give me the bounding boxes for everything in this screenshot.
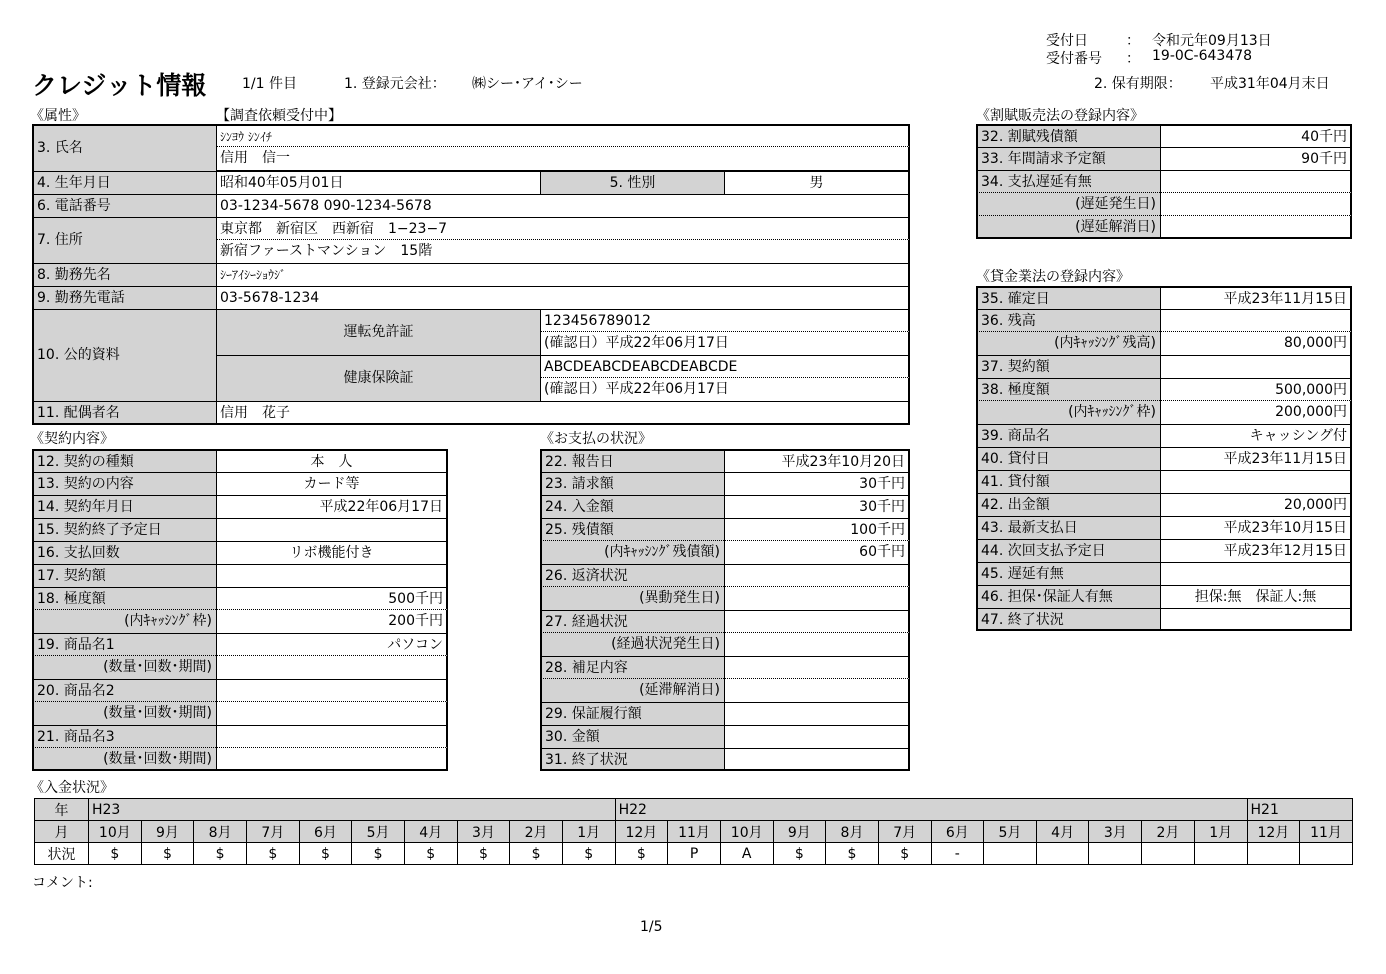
row-value — [216, 564, 448, 587]
year-cell: H23 — [89, 799, 616, 821]
birth-value: 昭和40年05月01日 — [216, 171, 540, 194]
month-cell: 5月 — [352, 821, 405, 843]
row-label: (内ｷｬｯｼﾝｸﾞ残債額) — [540, 541, 724, 564]
deposit-month-row — [35, 821, 1353, 843]
row-label: (遅延解消日) — [976, 216, 1160, 239]
row-label: 34. 支払遅延有無 — [976, 170, 1160, 193]
record-count: 1/1 件目 — [242, 76, 297, 92]
row-value — [724, 702, 910, 725]
month-cell: 4月 — [404, 821, 457, 843]
row-value: 500千円 — [216, 587, 448, 610]
row-label: 30. 金額 — [540, 725, 724, 748]
status-cell: - — [931, 843, 984, 865]
received-date-sep: ： — [1126, 33, 1140, 49]
row-value — [724, 633, 910, 656]
doc2-label: 健康保険証 — [216, 355, 540, 401]
row-label: 16. 支払回数 — [32, 541, 216, 564]
birth-label: 4. 生年月日 — [32, 171, 216, 194]
doc2-value: ABCDEABCDEABCDEABCDE — [540, 355, 910, 378]
row-value — [216, 702, 448, 725]
attributes-section-title: 《属性》 — [30, 108, 86, 124]
status-header: 状況 — [35, 843, 89, 865]
row-label: 14. 契約年月日 — [32, 495, 216, 518]
month-cell: 1月 — [1194, 821, 1247, 843]
row-label: (経過状況発生日) — [540, 633, 724, 656]
installment-section-title: 《割賦販売法の登録内容》 — [976, 108, 1144, 124]
sex-label: 5. 性別 — [540, 171, 724, 194]
contract-section-title: 《契約内容》 — [30, 431, 114, 447]
received-date-value: 令和元年09月13日 — [1152, 33, 1272, 49]
row-value: 20,000円 — [1160, 493, 1352, 516]
lending-section-title: 《貸金業法の登録内容》 — [976, 269, 1130, 285]
month-cell: 2月 — [1142, 821, 1195, 843]
row-label: 36. 残高 — [976, 309, 1160, 332]
row-value — [216, 518, 448, 541]
row-label: 19. 商品名1 — [32, 633, 216, 656]
row-value: 60千円 — [724, 541, 910, 564]
sex-value: 男 — [724, 171, 910, 194]
employer-value: ｼｰｱｲｼｰｼｮｳｼﾞ — [216, 263, 910, 286]
received-no-value: 19-0C-643478 — [1152, 48, 1253, 64]
registrant-value: ㈱シー･アイ･シー — [472, 76, 583, 92]
name-kanji: 信用 信一 — [216, 147, 910, 171]
row-value: リボ機能付き — [216, 541, 448, 564]
doc1-value: 123456789012 — [540, 309, 910, 332]
status-cell: $ — [246, 843, 299, 865]
row-value — [216, 656, 448, 679]
month-cell: 4月 — [1036, 821, 1089, 843]
row-label: 17. 契約額 — [32, 564, 216, 587]
comment-label: コメント: — [32, 875, 93, 891]
status-cell: $ — [404, 843, 457, 865]
row-label: 33. 年間請求予定額 — [976, 147, 1160, 170]
row-value — [724, 725, 910, 748]
row-label: 43. 最新支払日 — [976, 516, 1160, 539]
page-title: クレジット情報 — [32, 71, 207, 100]
status-cell — [1247, 843, 1300, 865]
row-label: 21. 商品名3 — [32, 725, 216, 748]
month-cell: 10月 — [89, 821, 142, 843]
page-number: 1/5 — [640, 919, 663, 935]
status-cell: $ — [826, 843, 879, 865]
deposit-section-title: 《入金状況》 — [30, 780, 114, 796]
status-cell — [1036, 843, 1089, 865]
month-cell: 5月 — [984, 821, 1037, 843]
row-label: 15. 契約終了予定日 — [32, 518, 216, 541]
row-label: 12. 契約の種類 — [32, 449, 216, 472]
status-cell — [1142, 843, 1195, 865]
row-label: 20. 商品名2 — [32, 679, 216, 702]
row-value — [724, 748, 910, 771]
row-label: (内ｷｬｯｼﾝｸﾞ残高) — [976, 332, 1160, 355]
status-cell: P — [668, 843, 721, 865]
month-header: 月 — [35, 821, 89, 843]
month-cell: 9月 — [773, 821, 826, 843]
doc1-label: 運転免許証 — [216, 309, 540, 355]
payment-section-title: 《お支払の状況》 — [540, 431, 652, 447]
row-label: (数量･回数･期間) — [32, 656, 216, 679]
row-label: (数量･回数･期間) — [32, 702, 216, 725]
row-label: 41. 貸付額 — [976, 470, 1160, 493]
row-label: 18. 極度額 — [32, 587, 216, 610]
row-value: カード等 — [216, 472, 448, 495]
row-value: 本 人 — [216, 449, 448, 472]
status-cell: $ — [89, 843, 142, 865]
month-cell: 8月 — [194, 821, 247, 843]
row-label: 35. 確定日 — [976, 286, 1160, 309]
row-label: 44. 次回支払予定日 — [976, 539, 1160, 562]
row-value: 200千円 — [216, 610, 448, 633]
status-cell: $ — [299, 843, 352, 865]
row-value: 平成23年10月15日 — [1160, 516, 1352, 539]
retention-label: 2. 保有期限： — [1094, 76, 1182, 92]
row-label: 40. 貸付日 — [976, 447, 1160, 470]
row-label: 45. 遅延有無 — [976, 562, 1160, 585]
row-value — [1160, 309, 1352, 332]
month-cell: 8月 — [826, 821, 879, 843]
row-value — [1160, 355, 1352, 378]
year-cell: H21 — [1247, 799, 1352, 821]
deposit-table — [34, 798, 1353, 865]
phone-value: 03-1234-5678 090-1234-5678 — [216, 194, 910, 217]
address-label: 7. 住所 — [32, 217, 216, 263]
status-cell — [984, 843, 1037, 865]
month-cell: 2月 — [510, 821, 563, 843]
row-label: (内ｷｬｯｼﾝｸﾞ枠) — [976, 401, 1160, 424]
row-label: 25. 残債額 — [540, 518, 724, 541]
row-value — [1160, 562, 1352, 585]
status-cell: $ — [773, 843, 826, 865]
row-label: 38. 極度額 — [976, 378, 1160, 401]
doc1-confirm: (確認日）平成22年06月17日 — [540, 332, 910, 355]
row-value: 500,000円 — [1160, 378, 1352, 401]
registrant-label: 1. 登録元会社： — [344, 76, 446, 92]
row-value — [724, 610, 910, 633]
name-kana: ｼﾝﾖｳ ｼﾝｲﾁ — [216, 124, 910, 147]
row-label: (遅延発生日) — [976, 193, 1160, 216]
row-value — [1160, 470, 1352, 493]
row-value — [724, 656, 910, 679]
row-label: 47. 終了状況 — [976, 608, 1160, 631]
name-label: 3. 氏名 — [32, 124, 216, 171]
doc2-confirm: (確認日）平成22年06月17日 — [540, 378, 910, 401]
spouse-value: 信用 花子 — [216, 401, 910, 425]
phone-label: 6. 電話番号 — [32, 194, 216, 217]
status-cell: A — [720, 843, 773, 865]
row-value — [1160, 608, 1352, 631]
month-cell: 7月 — [878, 821, 931, 843]
row-value: 平成23年12月15日 — [1160, 539, 1352, 562]
status-cell: $ — [352, 843, 405, 865]
row-label: 31. 終了状況 — [540, 748, 724, 771]
row-label: 42. 出金額 — [976, 493, 1160, 516]
month-cell: 1月 — [562, 821, 615, 843]
row-label: 13. 契約の内容 — [32, 472, 216, 495]
deposit-year-row — [35, 799, 1353, 821]
received-date-label: 受付日 — [1046, 33, 1088, 49]
month-cell: 7月 — [246, 821, 299, 843]
status-cell — [1300, 843, 1353, 865]
row-label: 32. 割賦残債額 — [976, 124, 1160, 147]
month-cell: 6月 — [931, 821, 984, 843]
year-header: 年 — [35, 799, 89, 821]
row-label: (延滞解消日) — [540, 679, 724, 702]
row-value — [216, 725, 448, 748]
month-cell: 10月 — [720, 821, 773, 843]
row-label: 46. 担保･保証人有無 — [976, 585, 1160, 608]
row-value: 平成23年11月15日 — [1160, 447, 1352, 470]
row-value: キャッシング付 — [1160, 424, 1352, 447]
status-cell: $ — [878, 843, 931, 865]
status-cell: $ — [141, 843, 194, 865]
investigation-status: 【調査依頼受付中】 — [216, 108, 342, 124]
row-value — [724, 564, 910, 587]
month-cell: 11月 — [1300, 821, 1353, 843]
status-cell: $ — [510, 843, 563, 865]
row-value: パソコン — [216, 633, 448, 656]
row-value — [216, 679, 448, 702]
row-value: 90千円 — [1160, 147, 1352, 170]
row-value — [724, 587, 910, 610]
employer-label: 8. 勤務先名 — [32, 263, 216, 286]
row-label: 28. 補足内容 — [540, 656, 724, 679]
row-label: 39. 商品名 — [976, 424, 1160, 447]
address-line2: 新宿ファーストマンション 15階 — [216, 240, 910, 263]
row-value: 40千円 — [1160, 124, 1352, 147]
row-label: 22. 報告日 — [540, 449, 724, 472]
employer-phone-label: 9. 勤務先電話 — [32, 286, 216, 309]
row-label: 29. 保証履行額 — [540, 702, 724, 725]
status-cell: $ — [615, 843, 668, 865]
row-value: 80,000円 — [1160, 332, 1352, 355]
row-label: (内ｷｬｯｼﾝｸﾞ枠) — [32, 610, 216, 633]
row-value: 100千円 — [724, 518, 910, 541]
row-value: 30千円 — [724, 472, 910, 495]
month-cell: 6月 — [299, 821, 352, 843]
row-label: (異動発生日) — [540, 587, 724, 610]
row-value — [724, 679, 910, 702]
retention-value: 平成31年04月末日 — [1210, 76, 1330, 92]
employer-phone-value: 03-5678-1234 — [216, 286, 910, 309]
row-value — [1160, 193, 1352, 216]
month-cell: 12月 — [1247, 821, 1300, 843]
documents-label: 10. 公的資料 — [32, 309, 216, 401]
row-value — [1160, 170, 1352, 193]
address-line1: 東京都 新宿区 西新宿 1−23−7 — [216, 217, 910, 240]
month-cell: 11月 — [668, 821, 721, 843]
received-no-label: 受付番号 — [1046, 51, 1102, 67]
deposit-status-row — [35, 843, 1353, 865]
row-label: 27. 経過状況 — [540, 610, 724, 633]
month-cell: 3月 — [457, 821, 510, 843]
month-cell: 3月 — [1089, 821, 1142, 843]
row-label: 23. 請求額 — [540, 472, 724, 495]
row-value: 30千円 — [724, 495, 910, 518]
received-no-sep: ： — [1126, 51, 1140, 67]
month-cell: 9月 — [141, 821, 194, 843]
status-cell: $ — [562, 843, 615, 865]
row-value: 平成23年11月15日 — [1160, 286, 1352, 309]
spouse-label: 11. 配偶者名 — [32, 401, 216, 425]
row-label: 37. 契約額 — [976, 355, 1160, 378]
year-cell: H22 — [615, 799, 1247, 821]
status-cell — [1089, 843, 1142, 865]
row-value: 担保:無 保証人:無 — [1160, 585, 1352, 608]
row-label: 26. 返済状況 — [540, 564, 724, 587]
month-cell: 12月 — [615, 821, 668, 843]
row-label: 24. 入金額 — [540, 495, 724, 518]
status-cell: $ — [194, 843, 247, 865]
row-label: (数量･回数･期間) — [32, 748, 216, 771]
row-value — [216, 748, 448, 771]
status-cell — [1194, 843, 1247, 865]
status-cell: $ — [457, 843, 510, 865]
row-value — [1160, 216, 1352, 239]
row-value: 200,000円 — [1160, 401, 1352, 424]
row-value: 平成23年10月20日 — [724, 449, 910, 472]
row-value: 平成22年06月17日 — [216, 495, 448, 518]
